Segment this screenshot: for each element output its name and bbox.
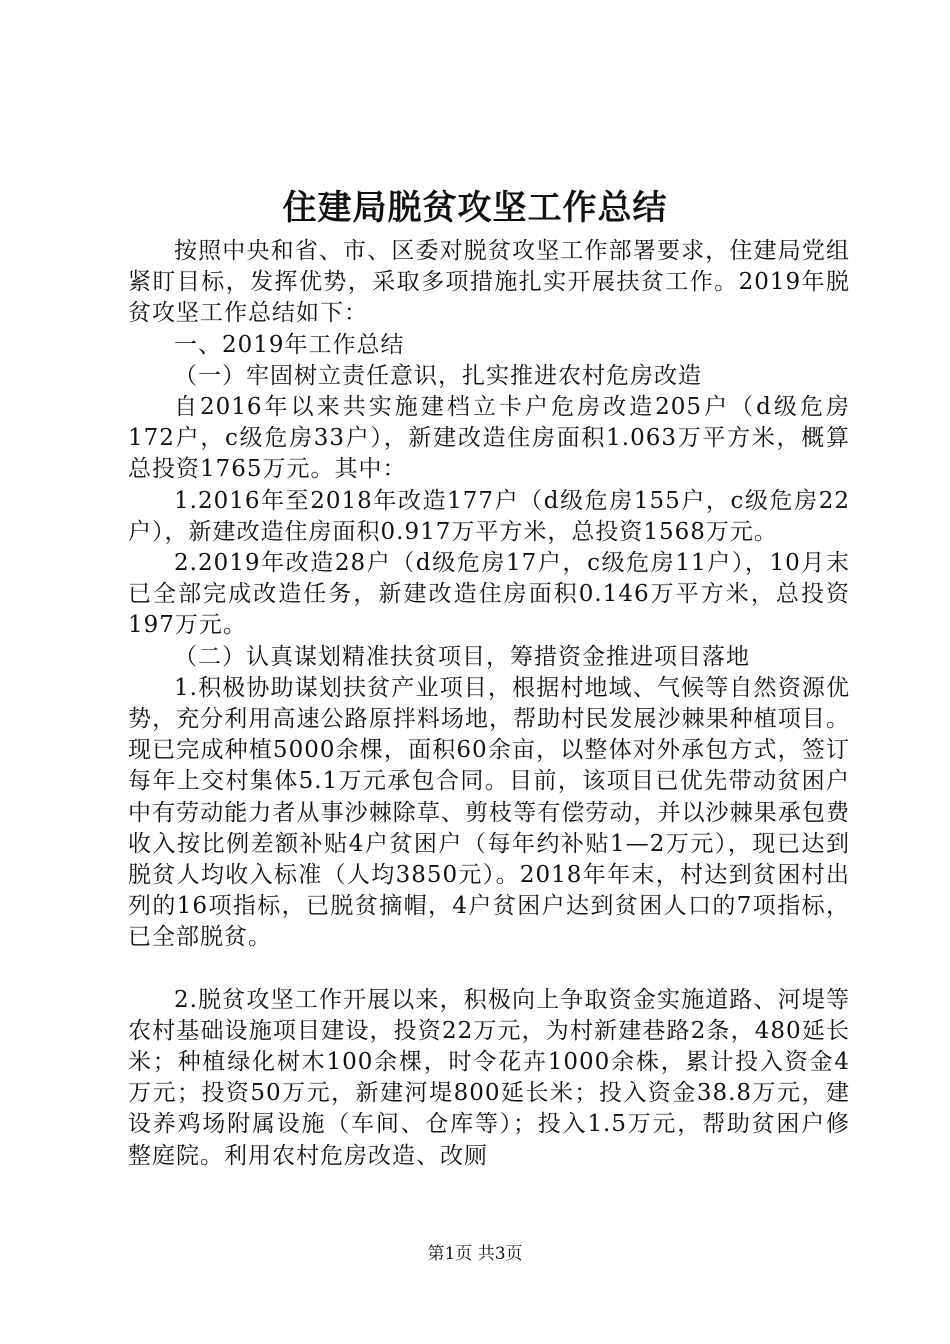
document-body bbox=[128, 236, 850, 1172]
subsection-heading-1: （一）牢固树立责任意识，扎实推进农村危房改造 bbox=[174, 362, 702, 389]
subsection-heading-2: （二）认真谋划精准扶贫项目，筹措资金推进项目落地 bbox=[174, 643, 750, 670]
housing-summary-paragraph: 自2016年以来共实施建档立卡户危房改造205户（d级危房172户，c级危房33户），新建改造住房面积1.063万平方米，概算总投资1765万元。其中： bbox=[128, 394, 850, 483]
housing-item-1: 1.2016年至2018年改造177户（d级危房155户，c级危房22户），新建改造住房面积0.917万平方米，总投资1568万元。 bbox=[128, 487, 850, 545]
intro-paragraph: 按照中央和省、市、区委对脱贫攻坚工作部署要求，住建局党组紧盯目标，发挥优势，采取多项措施扎实开展扶贫工作。2019年脱贫攻坚工作总结如下： bbox=[128, 238, 850, 327]
project-item-1: 1.积极协助谋划扶贫产业项目，根据村地域、气候等自然资源优势，充分利用高速公路原拌料场地，帮助村民发展沙棘果种植项目。现已完成种植5000余棵，面积60余亩，以整体对外承包方式，签订每年上交村集体5.1万元承包合同。目前，该项目已优先带动贫困户中有劳动能力者从事沙棘除草、剪枝等有偿劳动，并以沙棘果承包费收入按比例差额补贴4户贫困户（每年约补贴1—2万元），现已达到脱贫人均收入标准（人均3850元）。2018年年末，村达到贫困村出列的16项指标，已脱贫摘帽，4户贫困户达到贫困人口的7项指标，已全部脱贫。 bbox=[128, 674, 850, 951]
project-item-2: 2.脱贫攻坚工作开展以来，积极向上争取资金实施道路、河堤等农村基础设施项目建设，投资22万元，为村新建巷路2条，480延长米；种植绿化树木100余棵，时令花卉1000余株，累计投入资金4万元；投资50万元，新建河堤800延长米；投入资金38.8万元，建设养鸡场附属设施（车间、仓库等）；投入1.5万元，帮助贫困户修整庭院。利用农村危房改造、改厕 bbox=[128, 986, 850, 1169]
housing-item-2: 2.2019年改造28户（d级危房17户，c级危房11户），10月末已全部完成改造任务，新建改造住房面积0.146万平方米，总投资197万元。 bbox=[128, 550, 850, 639]
document-title: 住建局脱贫攻坚工作总结 bbox=[282, 188, 668, 228]
section-heading-1: 一、2019年工作总结 bbox=[174, 331, 405, 358]
page-footer: 第1页 共3页 bbox=[427, 1244, 523, 1264]
